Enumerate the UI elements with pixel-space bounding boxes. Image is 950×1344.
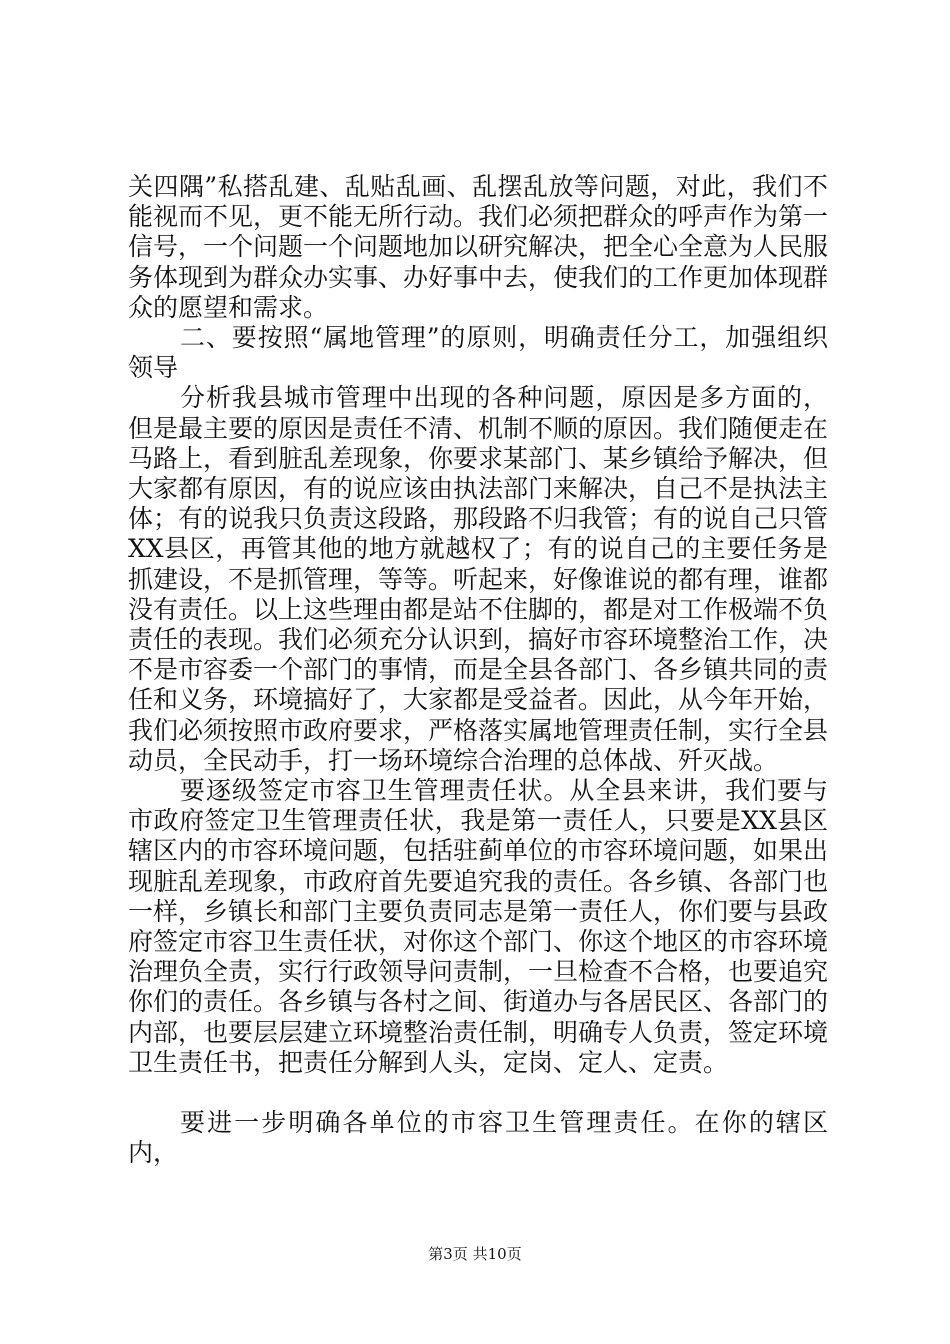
paragraph-1: 关四隅”私搭乱建、乱贴乱画、乱摆乱放等问题，对此，我们不能视而不见，更不能无所行动。我们必须把群众的呼声作为第一信号，一个问题一个问题地加以研究解决，把全心全意为人民服务体现到为群众办实事、办好事中去，使我们的工作更加体现群众的愿望和需求。 bbox=[128, 172, 829, 322]
document-body bbox=[128, 172, 828, 1169]
paragraph-2: 分析我县城市管理中出现的各种问题，原因是多方面的，但是最主要的原因是责任不清、机制不顺的原因。我们随便走在马路上，看到脏乱差现象，你要求某部门、某乡镇给予解决，但大家都有原因，有的说应该由执法部门来解决，自己不是执法主体；有的说我只负责这段路，那段路不归我管；有的说自己只管XX县区，再管其他的地方就越权了；有的说自己的主要任务是抓建设，不是抓管理，等等。听起来，好像谁说的都有理，谁都没有责任。以上这些理由都是站不住脚的，都是对工作极端不负责任的表现。我们必须充分认识到，搞好市容环境整治工作，决不是市容委一个部门的事情，而是全县各部门、各乡镇共同的责任和义务，环境搞好了，大家都是受益者。因此，从今年开始，我们必须按照市政府要求，严格落实属地管理责任制，实行全县动员，全民动手，打一场环境综合治理的总体战、歼灭战。 bbox=[128, 383, 829, 775]
section-heading: 二、要按照“属地管理”的原则，明确责任分工，加强组织领导 bbox=[128, 323, 828, 383]
paragraph-4: 要进一步明确各单位的市容卫生管理责任。在你的辖区内， bbox=[128, 1108, 828, 1168]
page-number-footer: 第3页 共10页 bbox=[428, 1245, 522, 1263]
paragraph-3: 要逐级签定市容卫生管理责任状。从全县来讲，我们要与市政府签定卫生管理责任状，我是第一责任人，只要是XX县区辖区内的市容环境问题，包括驻蓟单位的市容环境问题，如果出现脏乱差现象，市政府首先要追究我的责任。各乡镇、各部门也一样，乡镇长和部门主要负责同志是第一责任人，你们要与县政府签定市容卫生责任状，对你这个部门、你这个地区的市容环境治理负全责，实行行政领导问责制，一旦检查不合格，也要追究你们的责任。各乡镇与各村之间、街道办与各居民区、各部门的内部，也要层层建立环境整治责任制，明确专人负责，签定环境卫生责任书，把责任分解到人头，定岗、定人、定责。 bbox=[128, 776, 829, 1077]
